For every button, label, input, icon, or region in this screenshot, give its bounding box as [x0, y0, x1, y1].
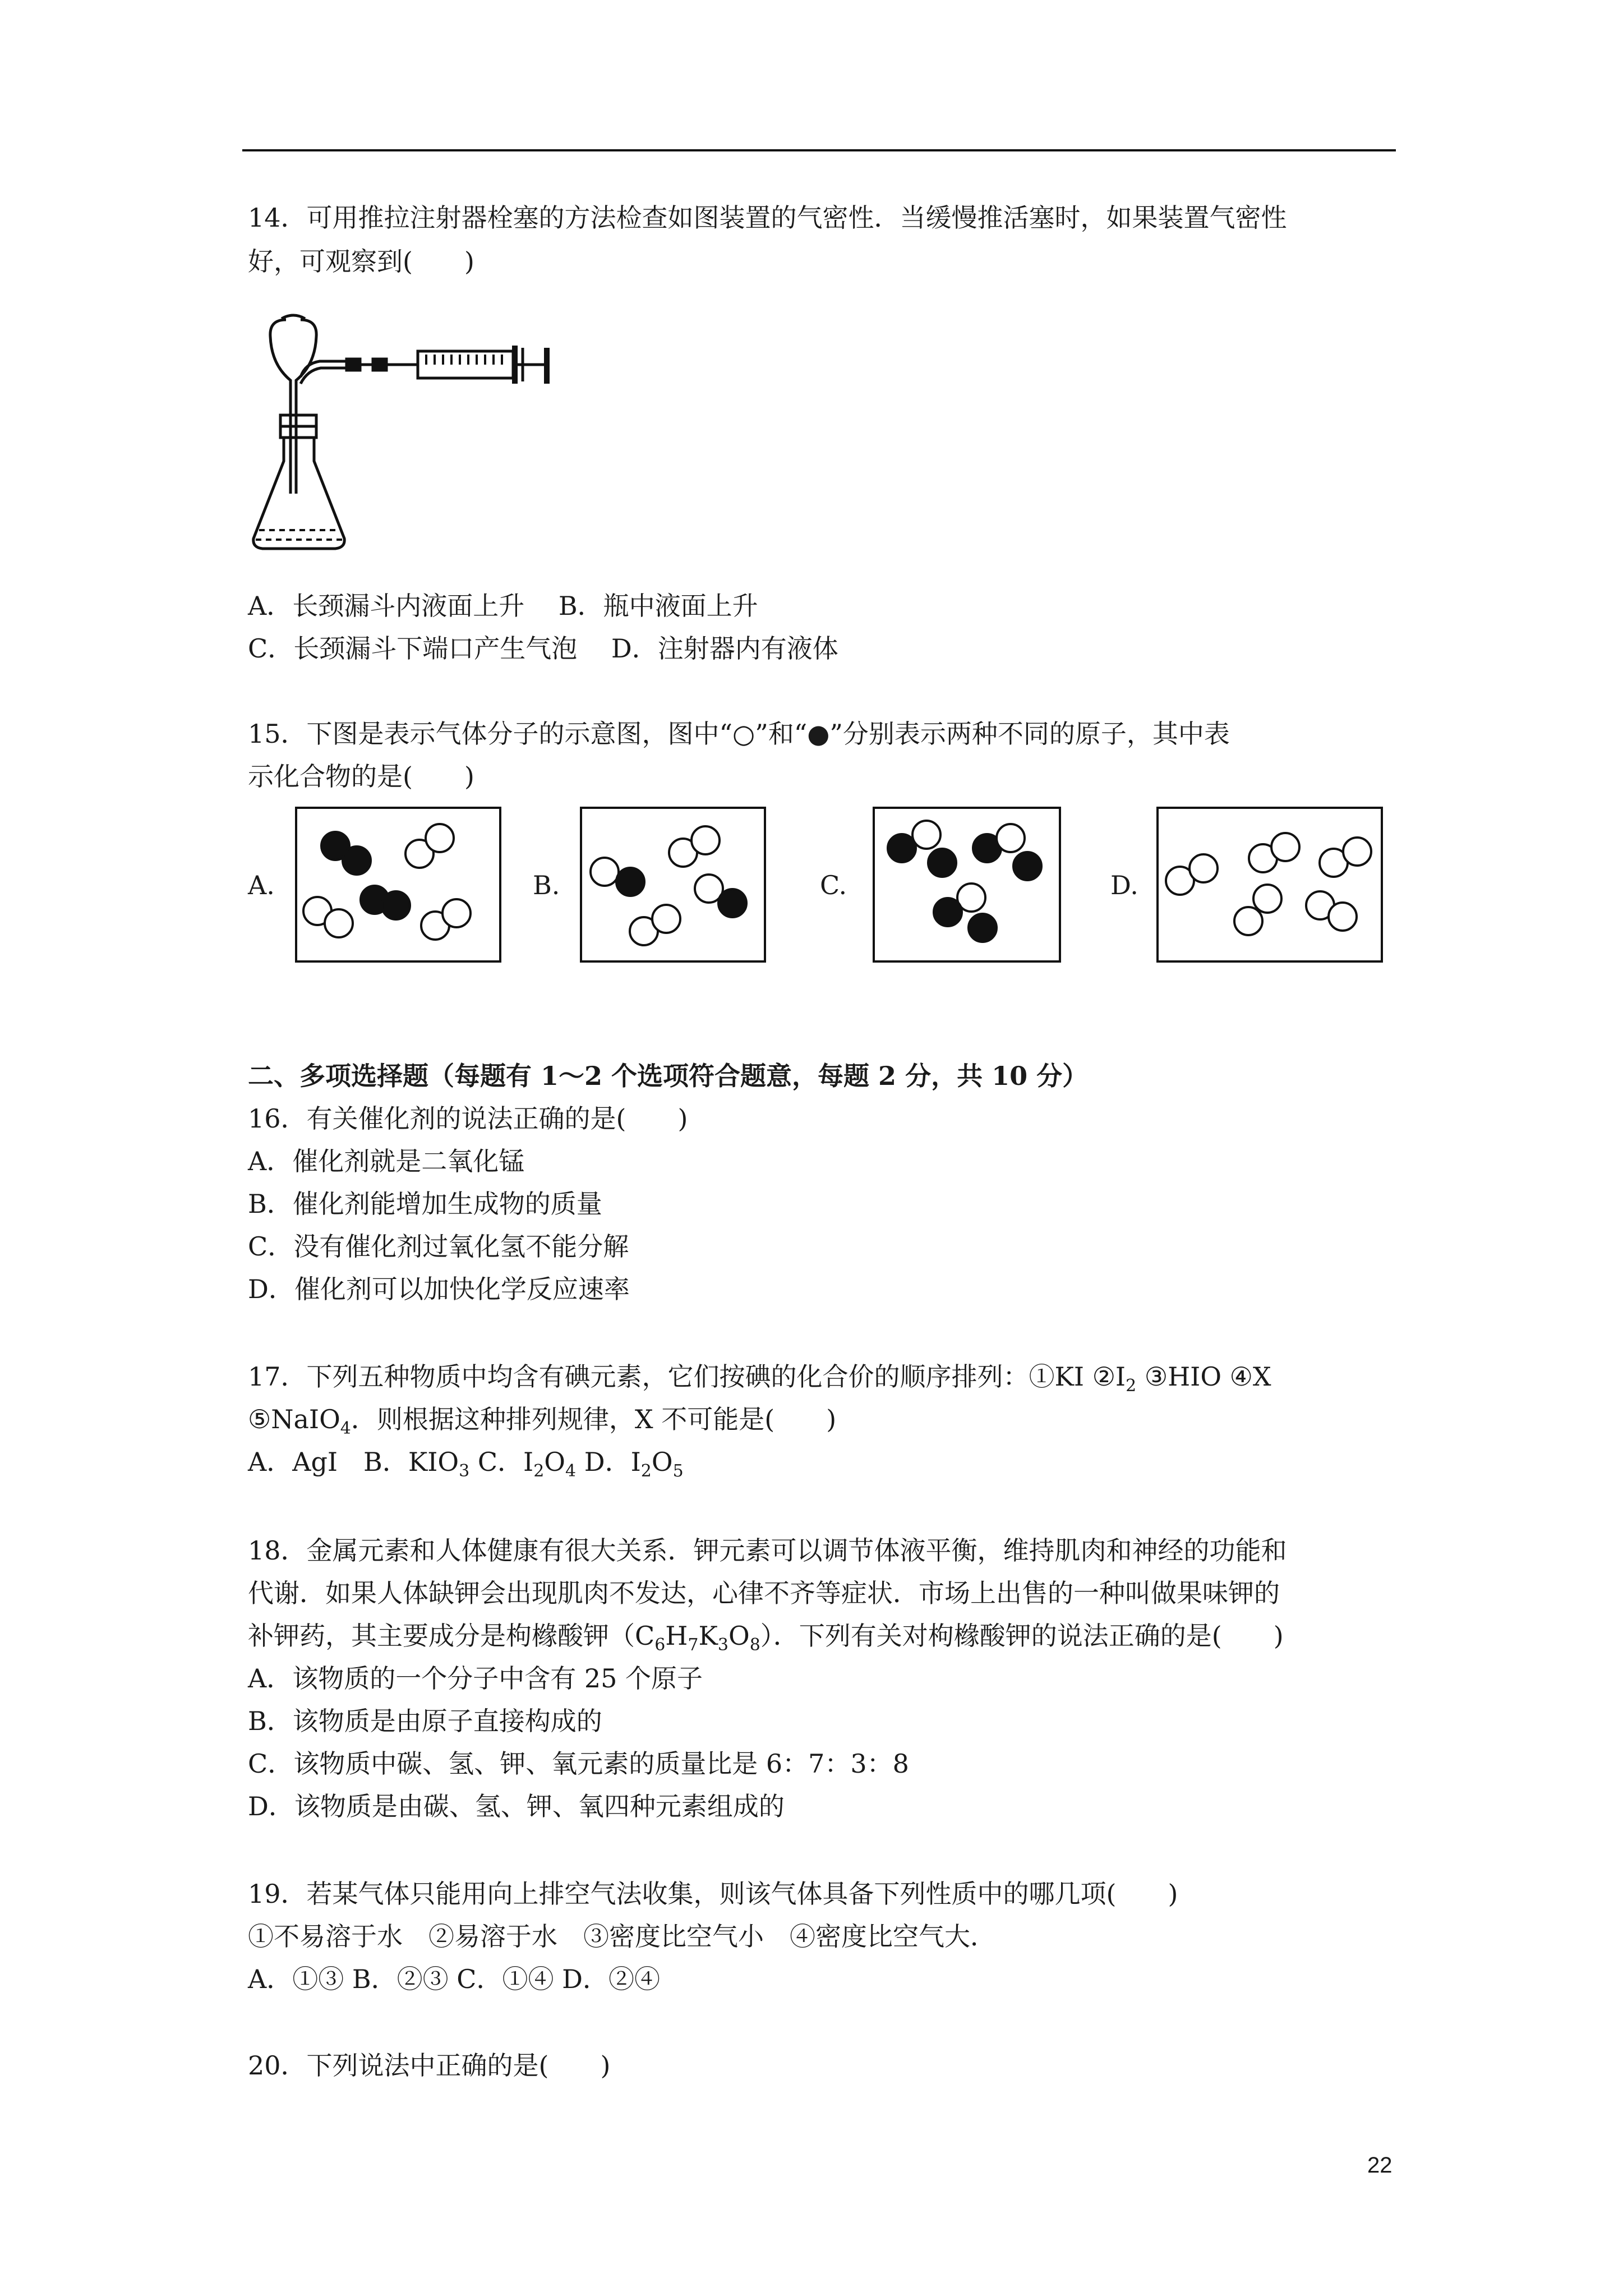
- apparatus-figure: [247, 314, 578, 567]
- q15-label-d: D.: [1110, 870, 1138, 900]
- q15-label-b: B.: [533, 870, 560, 900]
- molecule-box-b: [580, 807, 766, 963]
- q15-label-a: A.: [248, 870, 275, 900]
- molecule-box-d: [1156, 807, 1383, 963]
- q14-options-line1: A．长颈漏斗内液面上升 B．瓶中液面上升: [248, 591, 758, 621]
- q18-option-a: A．该物质的一个分子中含有 25 个原子: [248, 1663, 703, 1694]
- q18-stem-line1: 18．金属元素和人体健康有很大关系．钾元素可以调节体液平衡，维持肌肉和神经的功能和: [248, 1535, 1287, 1566]
- q18-option-c: C．该物质中碳、氢、钾、氧元素的质量比是 6：7：3：8: [248, 1749, 909, 1779]
- q16-option-d: D．催化剂可以加快化学反应速率: [248, 1274, 630, 1304]
- q14-options-line2: C．长颈漏斗下端口产生气泡 D．注射器内有液体: [248, 633, 838, 664]
- q20-stem: 20．下列说法中正确的是( ): [248, 2050, 611, 2081]
- q15-label-c: C.: [820, 870, 847, 900]
- molecule-box-a: [295, 807, 501, 963]
- q16-stem: 16．有关催化剂的说法正确的是( ): [248, 1103, 688, 1134]
- q15-stem-line2: 示化合物的是( ): [248, 761, 474, 792]
- q18-option-b: B．该物质是由原子直接构成的: [248, 1706, 602, 1736]
- q19-stem: 19．若某气体只能用向上排空气法收集，则该气体具备下列性质中的哪几项( ): [248, 1879, 1178, 1909]
- q14-stem-line2: 好，可观察到( ): [248, 246, 474, 277]
- q18-stem-line3: 补钾药，其主要成分是枸橼酸钾$(C_6H_7K_3O_8)$．下列有关对枸橼酸钾的说法正确的是( ): [248, 1621, 1284, 1655]
- molecule-box-c: [873, 807, 1061, 963]
- q17-stem-line1: 17．下列五种物质中均含有碘元素，它们按碘的化合价的顺序排列：①KI $②I_2$ ③HIO ④X: [248, 1361, 1271, 1396]
- q16-option-a: A．催化剂就是二氧化锰: [248, 1146, 525, 1176]
- header-rule: [242, 149, 1396, 151]
- q17-options: A．AgI B．$KIO_3$ C．$I_2O_4$ D．$I_2O_5$: [248, 1447, 684, 1481]
- q16-option-b: B．催化剂能增加生成物的质量: [248, 1189, 602, 1219]
- page-number: 22: [1367, 2153, 1393, 2178]
- q19-options: A．①③ B．②③ C．①④ D．②④: [248, 1964, 660, 1994]
- q18-option-d: D．该物质是由碳、氢、钾、氧四种元素组成的: [248, 1791, 785, 1821]
- q17-stem-line2: ⑤NaIO$_4$．则根据这种排列规律，X 不可能是( ): [248, 1404, 837, 1438]
- q14-stem-line1: 14．可用推拉注射器栓塞的方法检查如图装置的气密性．当缓慢推活塞时，如果装置气密性: [248, 203, 1287, 233]
- q15-stem-line1: 15．下图是表示气体分子的示意图，图中“○”和“●”分别表示两种不同的原子，其中表: [248, 719, 1230, 749]
- q19-properties: ①不易溶于水 ②易溶于水 ③密度比空气小 ④密度比空气大．: [248, 1921, 996, 1952]
- q16-option-c: C．没有催化剂过氧化氢不能分解: [248, 1231, 629, 1262]
- q18-stem-line2: 代谢．如果人体缺钾会出现肌肉不发达，心律不齐等症状．市场上出售的一种叫做果味钾的: [248, 1578, 1280, 1608]
- section2-heading: 二、多项选择题（每题有 1～2 个选项符合题意，每题 2 分，共 10 分）: [248, 1061, 1089, 1091]
